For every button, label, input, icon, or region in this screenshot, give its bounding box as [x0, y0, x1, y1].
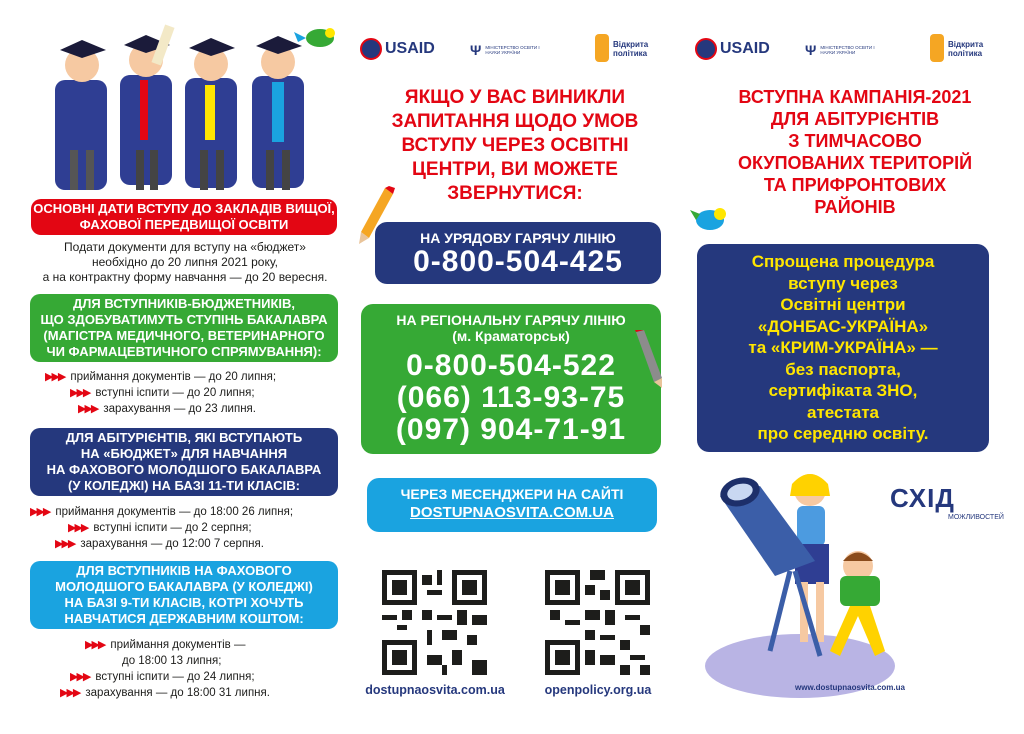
regional-hotline-box: НА РЕГІОНАЛЬНУ ГАРЯЧУ ЛІНІЮ (м. Краматорськ) 0-800-504-522 (066) 113-93-75 (097) 904-71-91	[361, 304, 661, 454]
simplified-procedure-box: Спрощена процедура вступу через Освітні центри «ДОНБАС-УКРАЇНА» та «КРИМ-УКРАЇНА» — без паспорта, сертифіката ЗНО, атестата про середню освіту.	[697, 244, 989, 452]
usaid-seal-icon	[360, 38, 382, 60]
list-item: до 18:00 13 липня;	[122, 655, 222, 667]
intro-line-3: а на контрактну форму навчання — до 20 вересня.	[42, 270, 328, 284]
logo-row	[360, 32, 680, 72]
telescope-kids-illustration	[700, 466, 900, 706]
intro-line-2: необхідно до 20 липня 2021 року,	[92, 255, 278, 269]
regional-number-1[interactable]: 0-800-504-522	[406, 349, 616, 382]
list-item: ▶▶▶ приймання документів —	[85, 639, 246, 651]
bird-icon	[294, 28, 335, 47]
bird-icon	[690, 200, 730, 236]
ministry-logo: Ψ МІНІСТЕРСТВО ОСВІТИ І НАУКИ УКРАЇНИ	[805, 42, 875, 58]
left-panel	[0, 0, 345, 734]
middle-panel	[345, 0, 685, 734]
section-bachelor-banner: ДЛЯ ВСТУПНИКІВ-БЮДЖЕТНИКІВ, ЩО ЗДОБУВАТИМУТЬ СТУПІНЬ БАКАЛАВРА (МАГІСТРА МЕДИЧНОГО, ВЕТЕРИНАРНОГО ЧИ ФАРМАЦЕВТИЧНОГО СПРЯМУВАННЯ):	[30, 294, 338, 362]
qr-code-openpolicy[interactable]	[545, 570, 650, 675]
logo-row	[695, 32, 1015, 72]
intro-line-1: Подати документи для вступу на «бюджет»	[64, 240, 306, 254]
messenger-site-link[interactable]: DOSTUPNAOSVITA.COM.UA	[410, 504, 614, 521]
messenger-box: ЧЕРЕЗ МЕСЕНДЖЕРИ НА САЙТІ DOSTUPNAOSVITA.COM.UA	[367, 478, 657, 532]
graduate-figure-1	[55, 40, 107, 190]
list-item: ▶▶▶ приймання документів — до 18:00 26 липня;	[30, 506, 294, 518]
list-item: ▶▶▶ зарахування — до 23 липня.	[78, 403, 256, 415]
list-item: ▶▶▶ приймання документів — до 20 липня;	[45, 371, 277, 383]
boy-figure	[830, 551, 885, 656]
brand-logo: СХІД МОЖЛИВОСТЕЙ	[890, 483, 1004, 521]
trident-icon: Ψ	[470, 42, 482, 58]
open-policy-icon	[930, 34, 944, 62]
usaid-logo: USAID	[360, 36, 435, 62]
campaign-title: ВСТУПНА КАМПАНІЯ-2021 ДЛЯ АБІТУРІЄНТІВ З ТИМЧАСОВО ОКУПОВАНИХ ТЕРИТОРІЙ ТА ПРИФРОНТОВИХ РАЙОНІВ	[737, 87, 973, 217]
gov-hotline-box: НА УРЯДОВУ ГАРЯЧУ ЛІНІЮ 0-800-504-425	[375, 222, 661, 284]
list-item: ▶▶▶ вступні іспити — до 20 липня;	[70, 387, 255, 399]
list-item: ▶▶▶ зарахування — до 18:00 31 липня.	[60, 687, 270, 699]
graduate-figure-3	[185, 38, 237, 190]
section-college-11-banner: ДЛЯ АБІТУРІЄНТІВ, ЯКІ ВСТУПАЮТЬ НА «БЮДЖЕТ» ДЛЯ НАВЧАННЯ НА ФАХОВОГО МОЛОДШОГО БАКАЛАВРА (У КОЛЕДЖІ) НА БАЗІ 11-ТИ КЛАСІВ:	[30, 428, 338, 496]
open-policy-logo: Відкрита політика	[595, 32, 665, 66]
bottom-site-link[interactable]: www.dostupnaosvita.com.ua	[795, 683, 905, 692]
graduate-figure-4	[252, 36, 304, 190]
gov-hotline-number[interactable]: 0-800-504-425	[413, 245, 623, 278]
list-item: ▶▶▶ зарахування — до 12:00 7 серпня.	[55, 538, 264, 550]
ministry-logo: Ψ МІНІСТЕРСТВО ОСВІТИ І НАУКИ УКРАЇНИ	[470, 42, 540, 58]
open-policy-icon	[595, 34, 609, 62]
right-panel	[685, 0, 1024, 734]
qr1-caption[interactable]: dostupnaosvita.com.ua	[365, 683, 505, 697]
graduate-figure-2	[120, 24, 175, 190]
question-heading: ЯКЩО У ВАС ВИНИКЛИ ЗАПИТАННЯ ЩОДО УМОВ ВСТУПУ ЧЕРЕЗ ОСВІТНІ ЦЕНТРИ, ВИ МОЖЕТЕ ЗВЕРНУТИСЯ:	[391, 87, 639, 204]
usaid-seal-icon	[695, 38, 717, 60]
main-dates-banner: ОСНОВНІ ДАТИ ВСТУПУ ДО ЗАКЛАДІВ ВИЩОЇ, ФАХОВОЇ ПЕРЕДВИЩОЇ ОСВІТИ	[31, 199, 337, 235]
list-item: ▶▶▶ вступні іспити — до 2 серпня;	[68, 522, 252, 534]
graduates-illustration	[40, 20, 340, 195]
qr2-caption[interactable]: openpolicy.org.ua	[544, 683, 652, 697]
trident-icon: Ψ	[805, 42, 817, 58]
regional-number-2[interactable]: (066) 113-93-75	[396, 381, 626, 414]
list-item: ▶▶▶ вступні іспити — до 24 липня;	[70, 671, 255, 683]
qr-code-dostupnaosvita[interactable]	[382, 570, 487, 675]
usaid-logo: USAID	[695, 36, 770, 62]
regional-number-3[interactable]: (097) 904-71-91	[395, 413, 627, 446]
section-college-9-banner: ДЛЯ ВСТУПНИКІВ НА ФАХОВОГО МОЛОДШОГО БАКАЛАВРА (У КОЛЕДЖІ) НА БАЗІ 9-ТИ КЛАСІВ, КОТРІ ХОЧУТЬ НАВЧАТИСЯ ДЕРЖАВНИМ КОШТОМ:	[30, 561, 338, 629]
pencil-icon	[628, 330, 668, 390]
open-policy-logo: Відкрита політика	[930, 32, 1000, 66]
